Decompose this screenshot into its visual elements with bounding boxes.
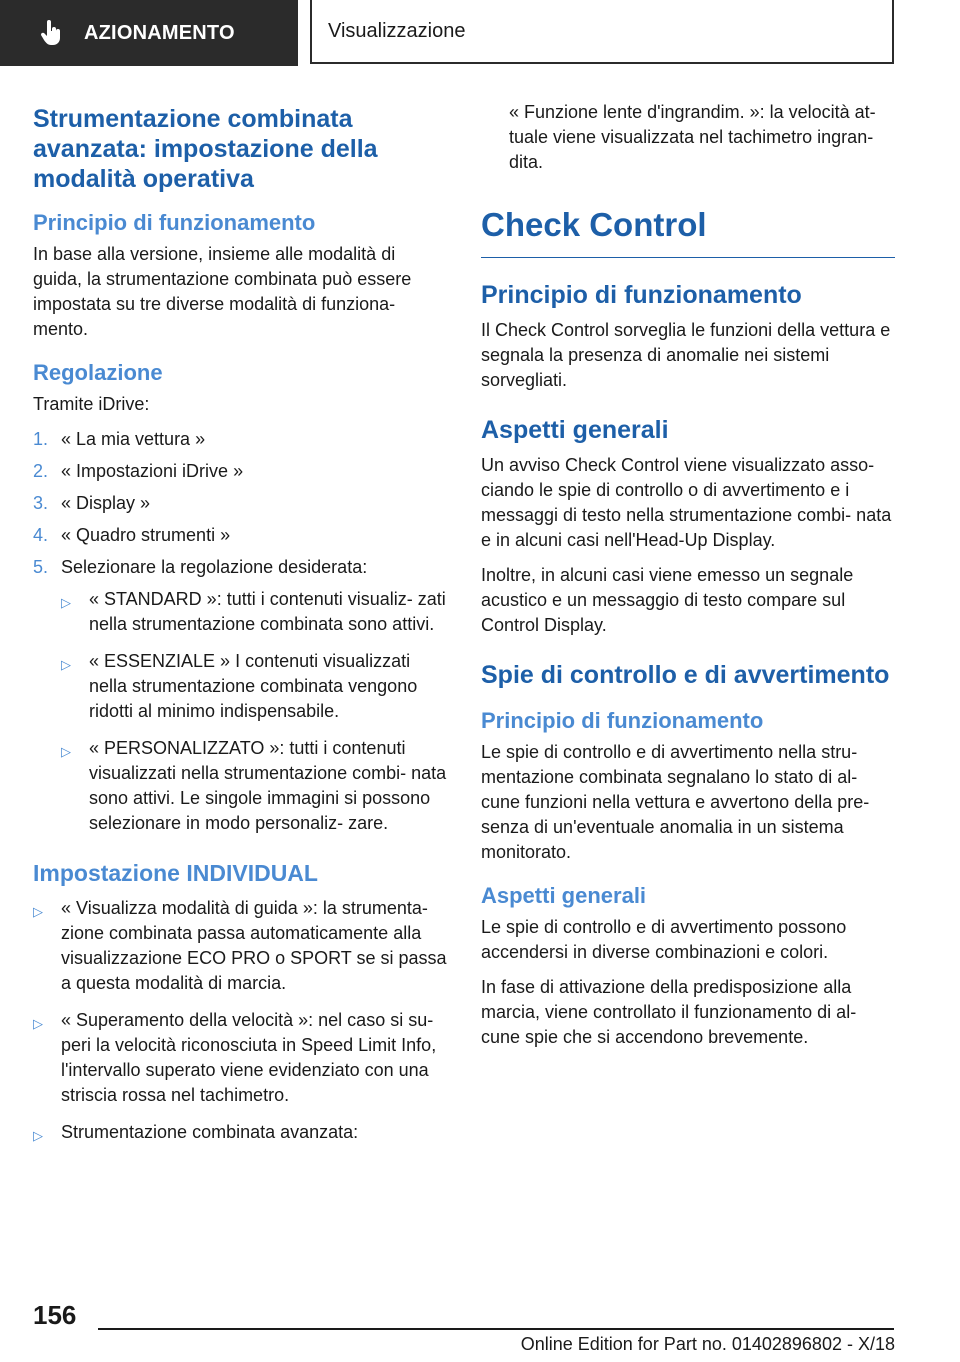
step-text: « La mia vettura » [61, 429, 206, 449]
triangle-bullet-icon: ▷ [61, 744, 71, 759]
chapter-title: Check Control [481, 205, 895, 258]
individual-text: Strumentazione combinata avanzata: [61, 1122, 359, 1142]
step-number: 3. [33, 493, 49, 513]
continuation-text: « Funzione lente d'ingrandim. »: la velocità at‐ tuale viene visualizzata nel tachimetro ingran‐ dita. [509, 102, 876, 172]
individual-item [33, 1120, 447, 1148]
setting-intro: Tramite iDrive: [33, 394, 150, 414]
mode-item [61, 736, 447, 836]
step-item [33, 459, 447, 484]
cc-general-text-1: Un avviso Check Control viene visualizzato asso‐ ciando le spie di controllo o di avvertimento e i messaggi di testo nella strumentazione combi‐ nata e in alcuni casi nell'Head-Up Display. [481, 455, 892, 550]
individual-text: « Visualizza modalità di guida »: la strumenta‐ zione combinata passa automaticamente alla visualizzazione ECO PRO o SPORT se si passa a questa modalità di marcia. [61, 898, 447, 993]
individual-list [33, 896, 447, 1148]
step-item [33, 555, 447, 580]
subsection-title: Visualizzazione [328, 19, 466, 42]
individual-heading: Impostazione INDIVIDUAL [33, 860, 318, 886]
mode-text: « PERSONALIZZATO »: tutti i contenuti visualizzati nella strumentazione combi‐ nata sono attivi. Le singole immagini si possono selezionare in modo personaliz‐ zare. [89, 738, 447, 833]
cc-principle-text: Il Check Control sorveglia le funzioni della vettura e segnala la presenza di anomalie nei sistemi sorvegliati. [481, 320, 891, 390]
step-text: « Display » [61, 493, 151, 513]
section-tab [0, 0, 298, 66]
page-number: 156 [33, 1300, 77, 1330]
triangle-bullet-icon: ▷ [61, 595, 71, 610]
individual-item [33, 1008, 447, 1108]
cc-principle-heading: Principio di funzionamento [481, 281, 802, 309]
step-text: « Impostazioni iDrive » [61, 461, 244, 481]
setting-heading: Regolazione [33, 360, 163, 385]
step-text: « Quadro strumenti » [61, 525, 231, 545]
lamps-heading: Spie di controllo e di avvertimento [481, 661, 890, 689]
step-number: 5. [33, 557, 49, 577]
subsection-box [310, 0, 894, 64]
edition-note: Online Edition for Part no. 01402896802 - X/18 [520, 1334, 895, 1354]
step-number: 4. [33, 525, 49, 545]
mode-text: « STANDARD »: tutti i contenuti visualiz‐ zati nella strumentazione combinata sono attivi. [89, 589, 446, 634]
lamps-general-text-1: Le spie di controllo e di avvertimento possono accendersi in diverse combinazioni e colori. [481, 917, 847, 962]
footer-divider [98, 1328, 894, 1330]
section-title: AZIONAMENTO [84, 21, 235, 44]
section-heading-mode: Strumentazione combinata avanzata: impostazione della modalità operativa [33, 105, 378, 193]
principle-text: In base alla versione, insieme alle modalità di guida, la strumentazione combinata può essere impostata su tre diverse modalità di funziona‐ mento. [33, 244, 412, 339]
triangle-bullet-icon: ▷ [33, 904, 43, 919]
step-number: 1. [33, 429, 49, 449]
principle-heading: Principio di funzionamento [33, 210, 316, 235]
lamps-principle-text: Le spie di controllo e di avvertimento nella stru‐ mentazione combinata segnalano lo stato di al‐ cune funzioni nella vettura e avvertono della pre‐ senza di un'eventuale anomalia in un sistema monitorato. [481, 742, 870, 862]
triangle-bullet-icon: ▷ [33, 1128, 43, 1143]
step-item [33, 491, 447, 516]
step-text: Selezionare la regolazione desiderata: [61, 557, 368, 577]
mode-text: « ESSENZIALE » I contenuti visualizzati nella strumentazione combinata vengono ridotti al minimo indispensabile. [89, 651, 418, 721]
mode-list [61, 587, 447, 836]
right-column [481, 100, 895, 1060]
triangle-bullet-icon: ▷ [61, 657, 71, 672]
step-item [33, 523, 447, 548]
page-header [0, 0, 960, 66]
left-column [33, 100, 447, 1160]
cc-general-text-2: Inoltre, in alcuni casi viene emesso un segnale acustico e un messaggio di testo compare sul Control Display. [481, 565, 854, 635]
lamps-principle-heading: Principio di funzionamento [481, 708, 764, 733]
individual-item [33, 896, 447, 996]
setting-steps [33, 427, 447, 580]
step-item [33, 427, 447, 452]
mode-item [61, 587, 447, 637]
step-number: 2. [33, 461, 49, 481]
triangle-bullet-icon: ▷ [33, 1016, 43, 1031]
cc-general-heading: Aspetti generali [481, 416, 669, 444]
hand-pointer-icon [40, 20, 62, 46]
individual-text: « Superamento della velocità »: nel caso si su‐ peri la velocità riconosciuta in Speed Limit Info, l'intervallo superato viene evidenziato con una striscia rossa nel tachimetro. [61, 1010, 437, 1105]
mode-item [61, 649, 447, 724]
lamps-general-heading: Aspetti generali [481, 883, 647, 908]
lamps-general-text-2: In fase di attivazione della predisposizione alla marcia, viene controllato il funzionamento di al‐ cune spie che si accendono brevemente. [481, 977, 857, 1047]
